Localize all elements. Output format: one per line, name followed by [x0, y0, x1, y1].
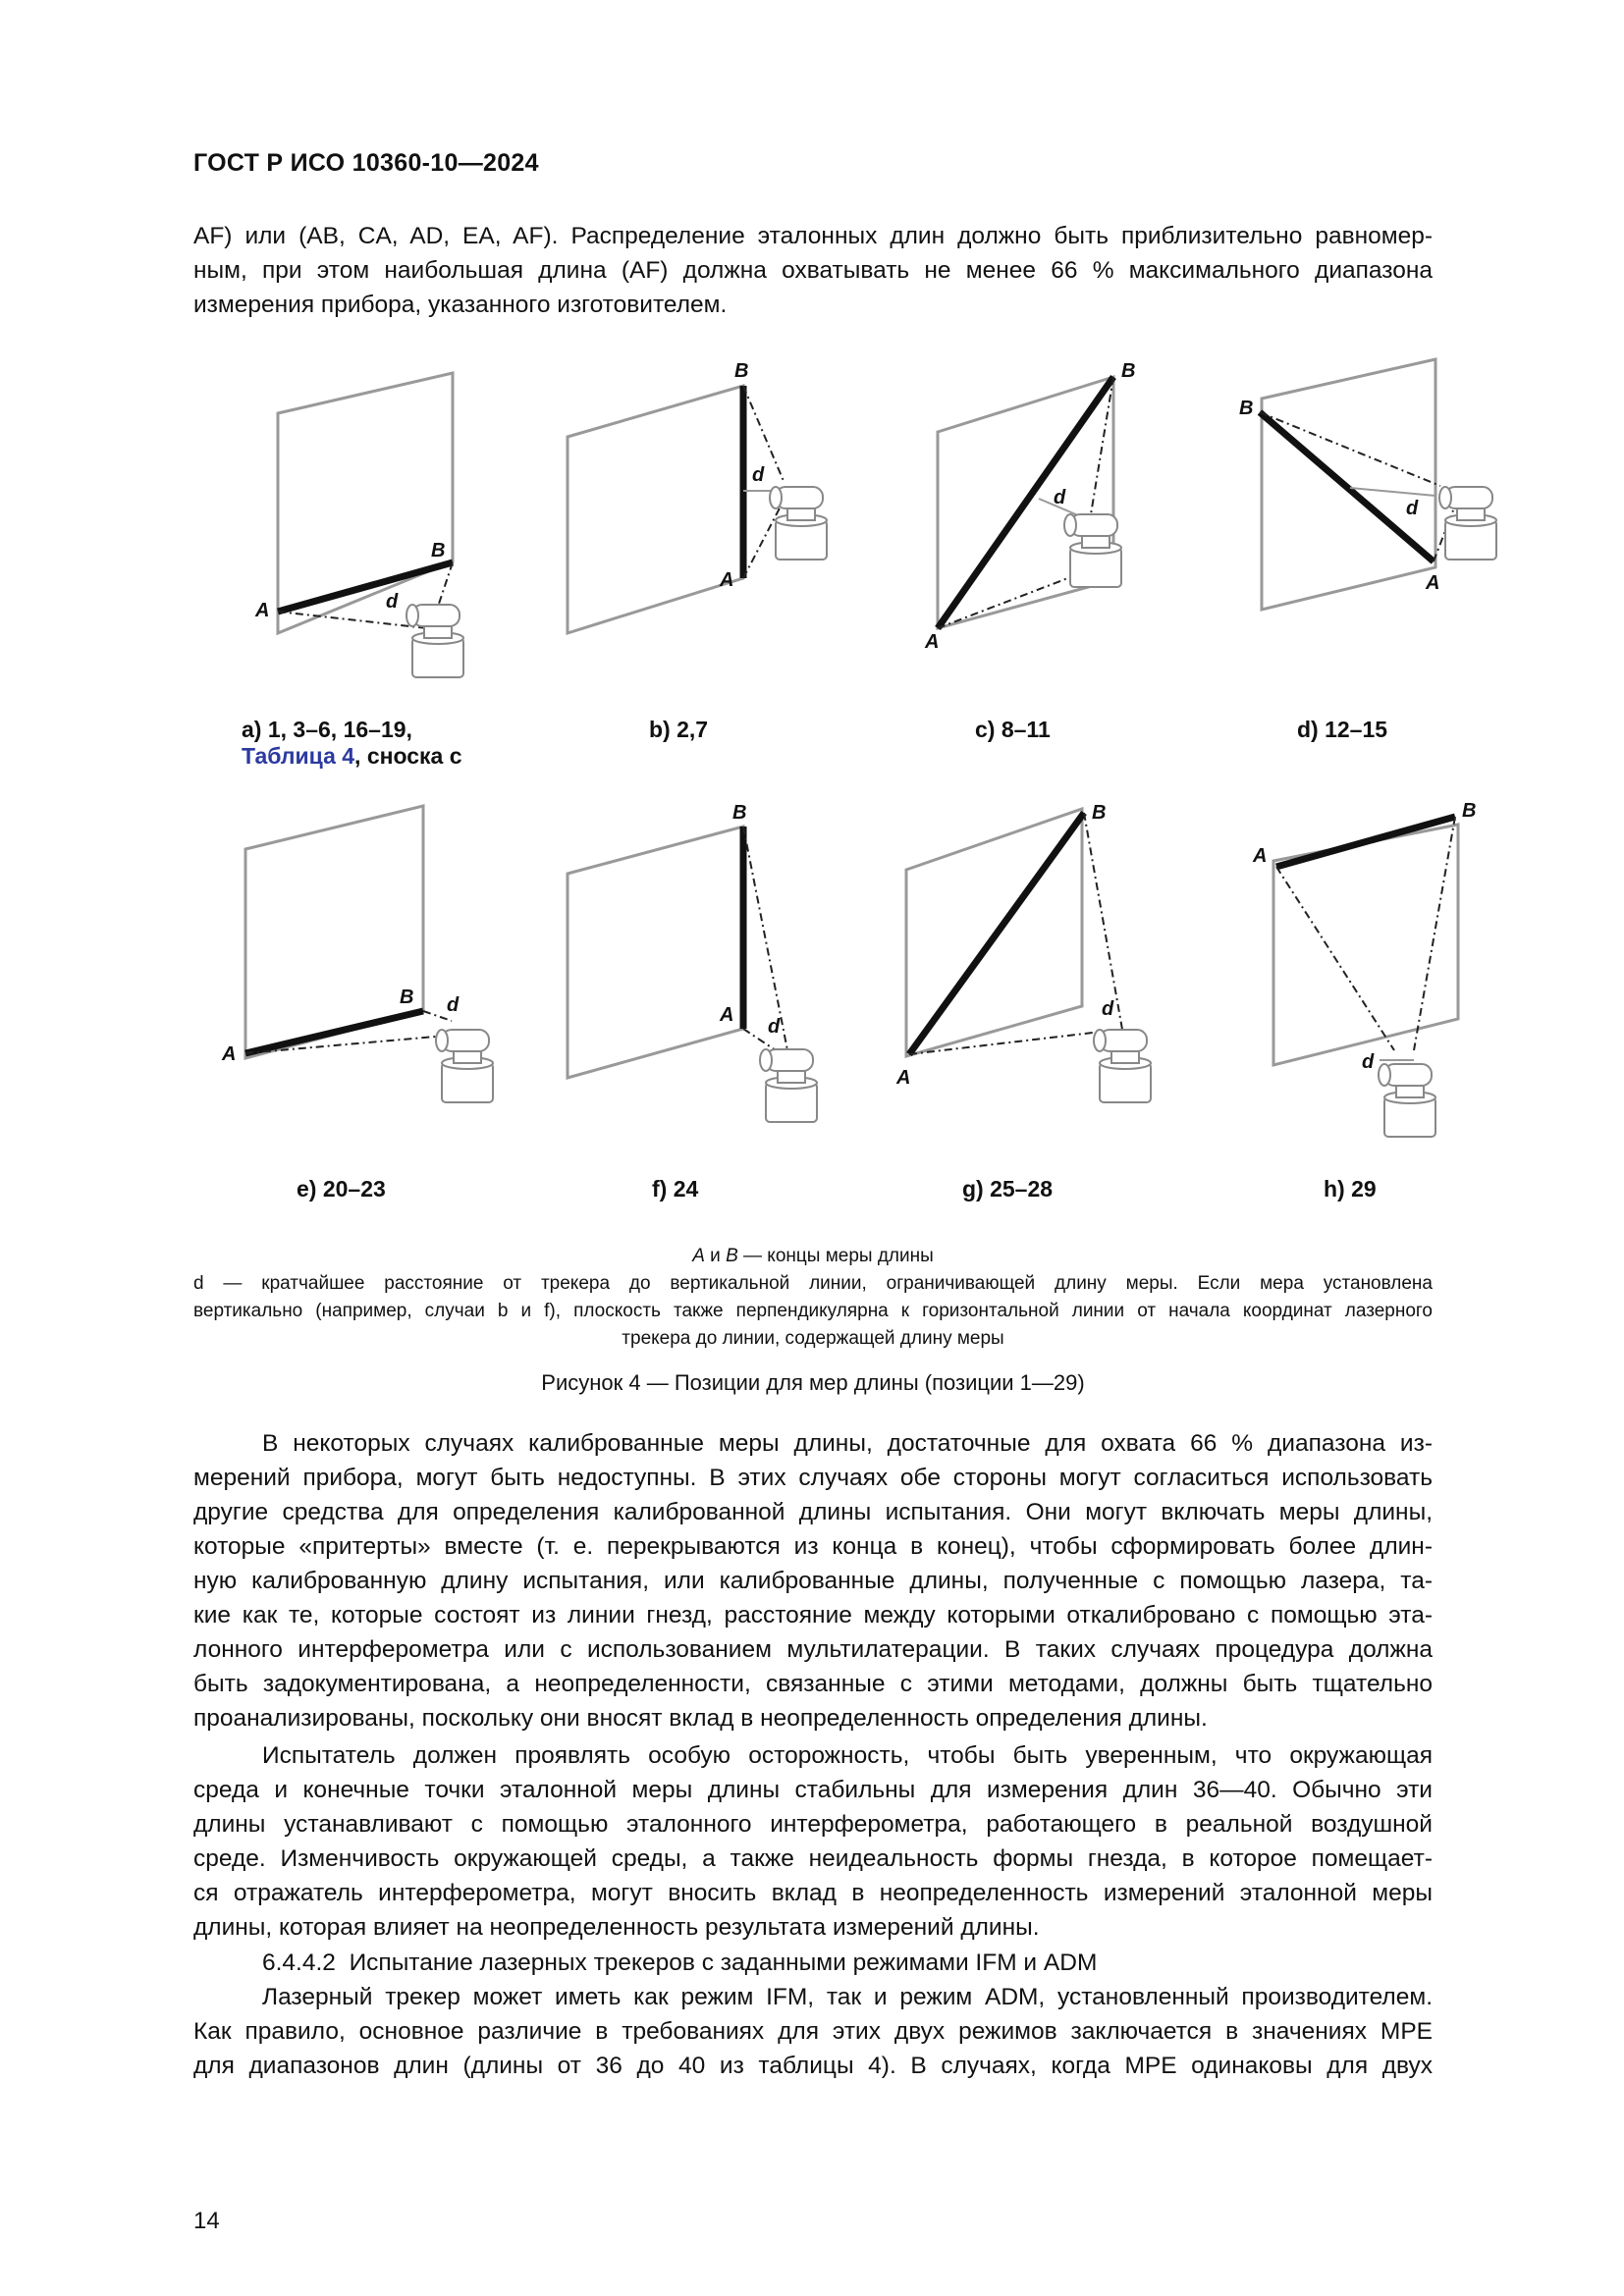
legend-d-line: d — кратчайшее расстояние от трекера до вертикальной линии, ограничивающей длину меры. Если мера установлена: [193, 1273, 1433, 1294]
point-label-d: d: [386, 591, 399, 613]
diagram-e: [221, 806, 493, 1102]
section-number: 6.4.4.2: [262, 1949, 336, 1976]
text-line: быть задокументирована, а неопределенности, связанные с этими методами, должны быть тщательно: [193, 1671, 1433, 1697]
point-label-b: B: [400, 987, 414, 1008]
caption-d: d) 12–15: [1297, 717, 1388, 742]
text-line: Лазерный трекер может иметь как режим IFM, так и режим ADM, установленный производителем.: [262, 1984, 1433, 2010]
caption-a-suffix: , сноска с: [354, 743, 462, 769]
point-label-b: B: [734, 360, 749, 382]
text-line: измерения прибора, указанного изготовителем.: [193, 292, 728, 318]
text-line: Как правило, основное различие в требованиях для этих двух режимов заключается в значениях MPE: [193, 2018, 1433, 2045]
point-label-d: d: [1054, 487, 1066, 508]
point-label-b: B: [1462, 800, 1477, 822]
point-label-b: B: [431, 540, 446, 561]
page-number: 14: [193, 2208, 220, 2234]
table-4-link[interactable]: Таблица 4: [242, 743, 355, 769]
text-line: AF) или (AB, CA, AD, EA, AF). Распределение эталонных длин должно быть приблизительно равномер-: [193, 223, 1433, 249]
text-line: лонного интерферометра или с использованием мультилатерации. В таких случаях процедура должна: [193, 1636, 1433, 1663]
diagram-c: [924, 360, 1135, 653]
diagram-f: [568, 802, 817, 1122]
text-line: ся отражатель интерферометра, могут вносить вклад в неопределенность измерений эталонной меры: [193, 1880, 1433, 1906]
point-label-d: d: [1406, 498, 1419, 519]
point-label-a: A: [1426, 572, 1440, 594]
text-line: другие средства для определения калиброванной длины испытания. Они могут включать меры длины,: [193, 1499, 1433, 1525]
point-label-b: B: [1092, 802, 1107, 824]
diagram-g: [895, 802, 1151, 1102]
text-line: кие как те, которые состоят из линии гнезд, расстояние между которыми откалибровано с помощью эта-: [193, 1602, 1433, 1629]
diagram-h: [1252, 800, 1476, 1137]
text-line: Испытатель должен проявлять особую осторожность, чтобы быть уверенным, что окружающая: [262, 1742, 1433, 1769]
text-line: проанализированы, поскольку они вносят вклад в неопределенность определения длины.: [193, 1705, 1208, 1732]
text-line: среда и конечные точки эталонной меры длины стабильны для измерения длин 36—40. Обычно эти: [193, 1777, 1433, 1803]
diagram-d: [1239, 359, 1496, 610]
point-label-a: A: [255, 600, 270, 621]
paragraph-3: [193, 1980, 1433, 2083]
paragraph-1: [193, 1426, 1433, 1735]
caption-e: e) 20–23: [297, 1176, 386, 1201]
caption-a: [242, 717, 462, 770]
point-label-a: A: [222, 1043, 237, 1065]
diagram-b: [568, 360, 827, 633]
legend-d-line: трекера до линии, содержащей длину меры: [622, 1328, 1004, 1349]
text-line: среде. Изменчивость окружающей среды, а также неидеальность формы гнезда, в которое помещает-: [193, 1845, 1433, 1872]
point-label-d: d: [1362, 1051, 1375, 1073]
caption-h: h) 29: [1324, 1176, 1377, 1201]
legend-ab: A и B — концы меры длины: [692, 1246, 934, 1266]
caption-b: b) 2,7: [649, 717, 709, 742]
text-line: которые «притерты» вместе (т. е. перекрываются из конца в конец), чтобы сформировать более длин-: [193, 1533, 1433, 1560]
section-heading: [193, 1946, 1433, 1980]
text-line: ным, при этом наибольшая длина (AF) должна охватывать не менее 66 % максимального диапазона: [193, 257, 1433, 284]
text-line: мерений прибора, могут быть недоступны. В этих случаях обе стороны могут согласиться использовать: [193, 1465, 1433, 1491]
section-title: Испытание лазерных трекеров с заданными режимами IFM и ADM: [349, 1949, 1098, 1976]
point-label-a: A: [925, 631, 940, 653]
caption-c: c) 8–11: [975, 717, 1051, 742]
paragraph-2: [193, 1738, 1433, 1945]
point-label-b: B: [1239, 398, 1254, 419]
point-label-d: d: [752, 464, 765, 486]
document-header: ГОСТ Р ИСО 10360-10—2024: [193, 149, 539, 177]
figure-legend: [193, 1243, 1433, 1353]
point-label-d: d: [447, 994, 460, 1016]
diagram-a: [254, 373, 463, 677]
point-label-a: A: [720, 1004, 734, 1026]
figure-title: Рисунок 4 — Позиции для мер длины (позиции 1—29): [541, 1370, 1085, 1395]
point-label-d: d: [768, 1016, 781, 1038]
point-label-a: A: [1253, 845, 1268, 867]
caption-g: g) 25–28: [962, 1176, 1054, 1201]
caption-f: f) 24: [652, 1176, 699, 1201]
text-line: длины устанавливают с помощью эталонного интерферометра, работающего в реальной воздушной: [193, 1811, 1433, 1838]
legend-d-line: вертикально (например, случаи b и f), плоскость также перпендикулярна к горизонтальной линии от начала координат лазерного: [193, 1301, 1433, 1321]
point-label-a: A: [720, 569, 734, 591]
text-line: длины, которая влияет на неопределенность результата измерений длины.: [193, 1914, 1040, 1941]
point-label-b: B: [732, 802, 747, 824]
point-label-b: B: [1121, 360, 1136, 382]
caption-a-text: a) 1, 3–6, 16–19,: [242, 717, 412, 742]
text-line: для диапазонов длин (длины от 36 до 40 из таблицы 4). В случаях, когда MPE одинаковы для двух: [193, 2053, 1433, 2079]
point-label-a: A: [896, 1067, 911, 1089]
text-line: В некоторых случаях калиброванные меры длины, достаточные для охвата 66 % диапазона из-: [262, 1430, 1433, 1457]
point-label-d: d: [1102, 998, 1114, 1020]
text-line: ную калиброванную длину испытания, или калиброванные длины, полученные с помощью лазера, та-: [193, 1568, 1433, 1594]
